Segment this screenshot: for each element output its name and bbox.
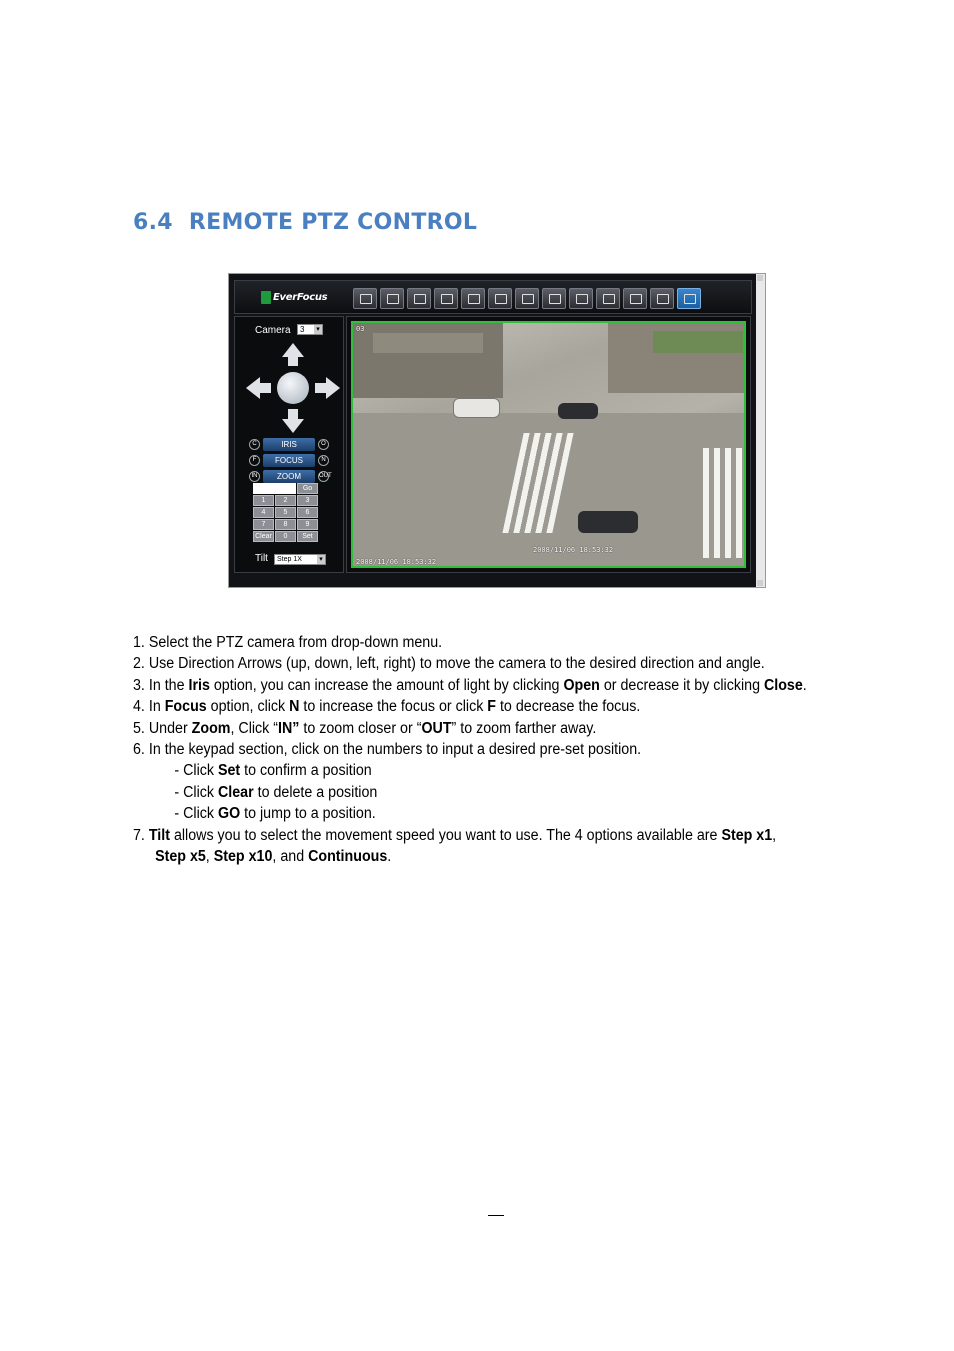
channel-label: 03	[356, 325, 365, 333]
record-icon[interactable]	[434, 288, 458, 309]
camera-feed	[351, 321, 746, 568]
dark-car-top	[558, 403, 598, 419]
set-button[interactable]: Set	[297, 531, 318, 542]
snapshot-icon[interactable]	[515, 288, 539, 309]
rooftop-green	[653, 331, 743, 353]
timestamp-center: 2008/11/06 18:53:32	[533, 546, 614, 554]
ptz-icon[interactable]	[677, 288, 701, 309]
zoom-control	[249, 470, 332, 483]
arrow-right-icon[interactable]	[326, 377, 340, 399]
iris-label: IRIS	[263, 438, 315, 451]
iris-control	[249, 438, 329, 451]
log-icon[interactable]	[623, 288, 647, 309]
crosswalk-2	[703, 448, 743, 558]
focus-near-button[interactable]: N	[318, 455, 329, 466]
key-4[interactable]: 4	[253, 507, 274, 518]
key-1[interactable]: 1	[253, 495, 274, 506]
alarm-icon[interactable]	[461, 288, 485, 309]
key-2[interactable]: 2	[275, 495, 296, 506]
key-9[interactable]: 9	[297, 519, 318, 530]
timestamp-osd: 2008/11/06 18:53:32	[356, 558, 437, 566]
key-3[interactable]: 3	[297, 495, 318, 506]
preset-input[interactable]	[253, 483, 296, 494]
iris-close-button[interactable]: C	[249, 439, 260, 450]
step-6-go: - Click GO to jump to a position.	[174, 805, 376, 823]
vertical-scrollbar[interactable]	[756, 274, 765, 587]
playback-icon[interactable]	[407, 288, 431, 309]
step-1: 1. Select the PTZ camera from drop-down menu.	[133, 634, 443, 651]
iris-open-button[interactable]: O	[318, 439, 329, 450]
tilt-select[interactable]: Step 1X ▾	[274, 554, 326, 565]
ptz-screenshot	[228, 273, 766, 588]
video-panel	[346, 316, 751, 573]
step-6: 6. In the keypad section, click on the numbers to input a desired pre-set position.	[133, 741, 642, 759]
go-button[interactable]: Go	[297, 483, 318, 494]
arrow-down-icon[interactable]	[282, 419, 304, 433]
live-view-icon[interactable]	[353, 288, 377, 309]
key-7[interactable]: 7	[253, 519, 274, 530]
step-4: 4. In Focus option, click N to increase the focus or click F to decrease the focus.	[133, 698, 641, 716]
settings-gear-icon[interactable]	[569, 288, 593, 309]
focus-control	[249, 454, 329, 467]
ptz-control-panel	[234, 316, 344, 573]
instruction-list	[133, 632, 805, 867]
everfocus-logo	[261, 290, 327, 305]
section-number: 6.4	[133, 210, 173, 235]
step-6-set: - Click Set to confirm a position	[174, 762, 372, 780]
step-5: 5. Under Zoom, Click “IN” to zoom closer or “OUT” to zoom farther away.	[133, 719, 597, 737]
dark-car	[578, 511, 638, 533]
white-van	[453, 398, 500, 418]
search-icon[interactable]	[650, 288, 674, 309]
zoom-label: ZOOM	[263, 470, 315, 483]
step-6-clear: - Click Clear to delete a position	[174, 783, 378, 801]
logo-mark-icon	[261, 291, 271, 304]
building-roof	[373, 333, 483, 353]
key-8[interactable]: 8	[275, 519, 296, 530]
step-7-continued: Step x5, Step x10, and Continuous.	[155, 848, 392, 866]
arrow-up-stem[interactable]	[288, 356, 298, 366]
key-0[interactable]: 0	[275, 531, 296, 542]
zoom-out-button[interactable]: OUT	[318, 471, 329, 482]
info-icon[interactable]	[596, 288, 620, 309]
display-icon[interactable]	[542, 288, 566, 309]
camera-select[interactable]: 3 ▾	[297, 324, 323, 335]
network-icon[interactable]	[488, 288, 512, 309]
multi-view-icon[interactable]	[380, 288, 404, 309]
step-7: 7. Tilt allows you to select the movement speed you want to use. The 4 options available are Step x1,	[133, 826, 777, 844]
key-6[interactable]: 6	[297, 507, 318, 518]
arrow-left-stem[interactable]	[259, 383, 271, 393]
key-5[interactable]: 5	[275, 507, 296, 518]
center-button[interactable]	[277, 372, 309, 404]
arrow-up-icon[interactable]	[282, 343, 304, 357]
tilt-label: Tilt	[255, 553, 268, 564]
arrow-left-icon[interactable]	[246, 377, 260, 399]
step-2: 2. Use Direction Arrows (up, down, left, right) to move the camera to the desired direction and angle.	[133, 655, 765, 673]
section-heading	[133, 210, 477, 235]
camera-label: Camera	[255, 325, 291, 336]
section-title: REMOTE PTZ CONTROL	[188, 210, 478, 235]
page-footer-rule	[488, 1215, 504, 1216]
focus-label: FOCUS	[263, 454, 315, 467]
focus-far-button[interactable]: F	[249, 455, 260, 466]
direction-pad	[246, 343, 340, 433]
clear-button[interactable]: Clear	[253, 531, 274, 542]
toolbar-buttons	[353, 288, 701, 309]
top-toolbar	[234, 280, 752, 314]
step-3: 3. In the Iris option, you can increase the amount of light by clicking Open or decrease it by clicking Close.	[133, 676, 807, 694]
logo-text: EverFocus	[273, 292, 328, 303]
arrow-down-stem[interactable]	[288, 409, 298, 419]
zoom-in-button[interactable]: IN	[249, 471, 260, 482]
